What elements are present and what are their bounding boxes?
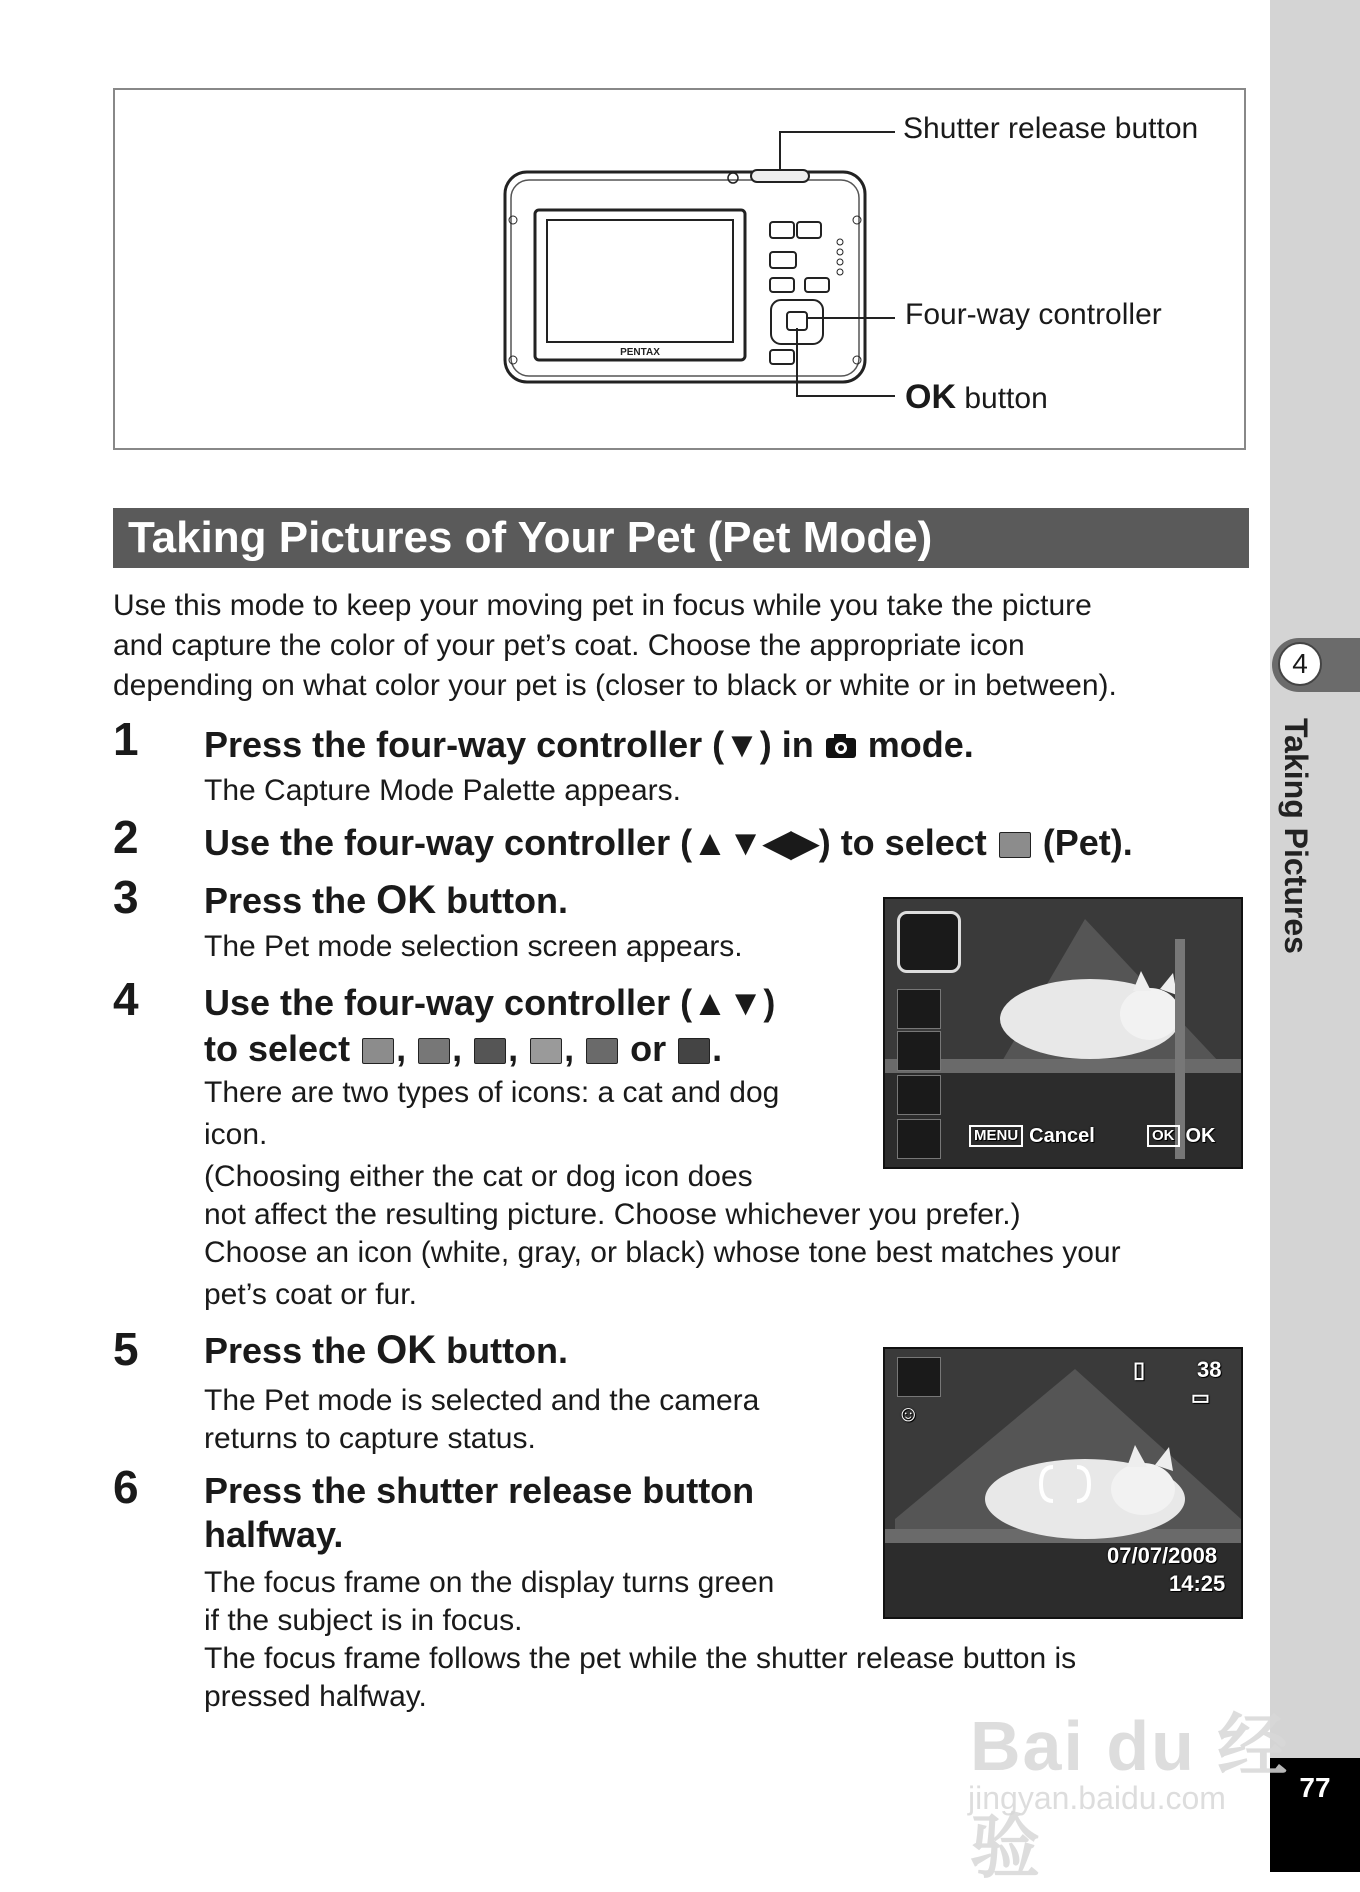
chapter-number: 4 — [1278, 642, 1322, 686]
intro-line-2: and capture the color of your pet’s coat. Choose the appropriate icon — [113, 629, 1025, 662]
step-6-heading-line-2: halfway. — [204, 1514, 344, 1555]
step-4-desc-5: Choose an icon (white, gray, or black) whose tone best matches your — [204, 1236, 1121, 1269]
baidu-watermark-url: jingyan.baidu.com — [968, 1780, 1226, 1816]
step-4-heading-line-2: to select , , , , or . — [204, 1028, 723, 1069]
step-6-number: 6 — [113, 1461, 139, 1513]
menu-key: MENU — [969, 1125, 1023, 1147]
svg-text:PENTAX: PENTAX — [620, 347, 660, 358]
battery-icon: ▭ — [1191, 1387, 1210, 1409]
step-2-number: 2 — [113, 811, 139, 863]
ok-hint: OK OK — [1147, 1125, 1216, 1148]
date-display: 07/07/2008 — [1107, 1543, 1218, 1568]
step-5-desc-1: The Pet mode is selected and the camera — [204, 1384, 760, 1417]
step-6-desc-1: The focus frame on the display turns green — [204, 1566, 775, 1599]
shutter-release-label: Shutter release button — [903, 112, 1199, 145]
pet-cat-gray-icon — [586, 1038, 618, 1064]
face-detect-icon: ☺ — [897, 1401, 920, 1426]
step-4-desc-6: pet’s coat or fur. — [204, 1278, 417, 1311]
shutter-leader-line — [770, 122, 900, 172]
focus-frame — [1035, 1459, 1095, 1509]
chapter-label: Taking Pictures — [1278, 718, 1314, 954]
pet-mode-icon — [999, 832, 1031, 858]
step-2-heading: Use the four-way controller (▲▼◀▶) to select (Pet). — [204, 822, 1133, 863]
camera-mode-icon — [824, 732, 858, 760]
step-1-heading: Press the four-way controller (▼) in mode. — [204, 724, 974, 765]
pet-dog-white-icon — [897, 1357, 941, 1397]
step-4-desc-3: (Choosing either the cat or dog icon does — [204, 1160, 753, 1193]
step-4-desc-1: There are two types of icons: a cat and dog — [204, 1076, 780, 1109]
intro-line-3: depending on what color your pet is (closer to black or white or in between). — [113, 669, 1117, 702]
step-5-number: 5 — [113, 1323, 139, 1375]
pet-dog-gray-icon — [418, 1038, 450, 1064]
page-number: 77 — [1299, 1772, 1331, 1803]
step-4-desc-2: icon. — [204, 1118, 268, 1151]
ok-symbol: OK — [376, 878, 437, 922]
pet-dog-white-icon[interactable] — [897, 911, 961, 973]
step-6-desc-3: The focus frame follows the pet while the shutter release button is — [204, 1642, 1077, 1675]
cancel-hint: MENU Cancel — [969, 1125, 1095, 1148]
step-5-heading: Press the OK button. — [204, 1328, 569, 1372]
step-4-number: 4 — [113, 973, 139, 1025]
four-way-controller-label: Four-way controller — [905, 298, 1162, 331]
pet-dog-white-icon — [362, 1038, 394, 1064]
step-3-number: 3 — [113, 871, 139, 923]
time-display: 14:25 — [1169, 1571, 1226, 1596]
ok-key: OK — [1147, 1125, 1180, 1147]
pet-mode-selection-screen — [883, 897, 1243, 1169]
step-1-number: 1 — [113, 713, 139, 765]
step-3-heading: Press the OK button. — [204, 878, 569, 922]
intro-line-1: Use this mode to keep your moving pet in focus while you take the picture — [113, 589, 1092, 622]
step-6-desc-4: pressed halfway. — [204, 1680, 427, 1713]
section-title: Taking Pictures of Your Pet (Pet Mode) — [128, 513, 933, 562]
memory-card-icon: ▯ — [1133, 1357, 1146, 1382]
baidu-watermark: Bai du 经验 — [970, 1707, 1290, 1886]
pet-cat-black-icon — [678, 1038, 710, 1064]
pet-dog-black-icon — [474, 1038, 506, 1064]
step-5-desc-2: returns to capture status. — [204, 1422, 536, 1455]
capture-status-screen — [883, 1347, 1243, 1619]
pet-cat-white-icon[interactable] — [897, 1031, 941, 1071]
step-6-heading-line-1: Press the shutter release button — [204, 1470, 755, 1511]
step-4-heading-line-1: Use the four-way controller (▲▼) — [204, 982, 776, 1023]
ok-symbol: OK — [905, 378, 956, 416]
ok-symbol: OK — [376, 1328, 437, 1372]
ok-button-label: OK button — [905, 378, 1048, 416]
step-3-desc: The Pet mode selection screen appears. — [204, 930, 743, 963]
pet-cat-gray-icon[interactable] — [897, 1075, 941, 1115]
step-4-desc-4: not affect the resulting picture. Choose whichever you prefer.) — [204, 1198, 1021, 1231]
pet-cat-white-icon — [530, 1038, 562, 1064]
camera-illustration — [495, 160, 915, 420]
pet-dog-gray-icon[interactable] — [897, 989, 941, 1029]
step-1-desc: The Capture Mode Palette appears. — [204, 774, 681, 807]
step-6-desc-2: if the subject is in focus. — [204, 1604, 523, 1637]
pet-cat-black-icon[interactable] — [897, 1119, 941, 1159]
remaining-shots: 38 — [1197, 1357, 1222, 1382]
